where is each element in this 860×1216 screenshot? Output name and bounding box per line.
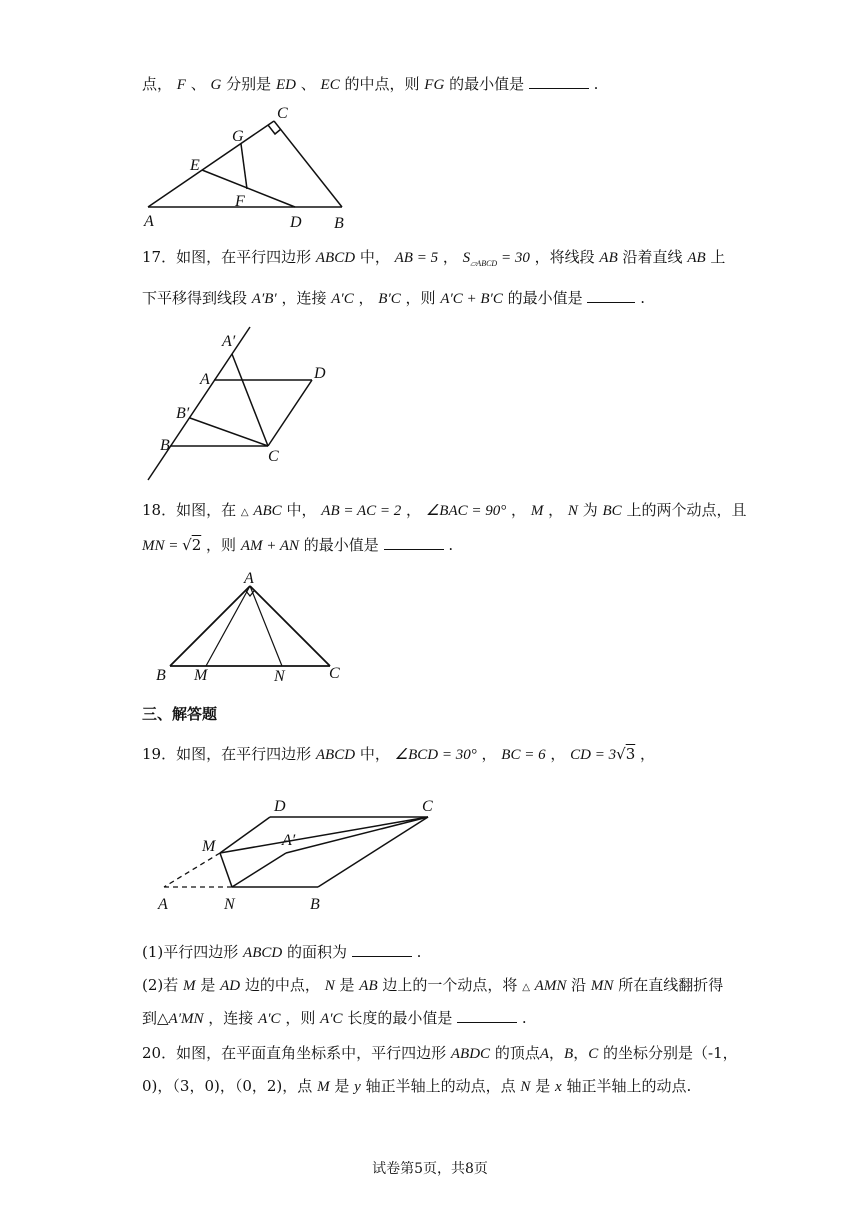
text: 上的两个动点，且 xyxy=(626,501,747,519)
label-Ap: A′ xyxy=(222,333,236,350)
math: AB xyxy=(359,978,378,994)
text: 沿 xyxy=(571,976,587,994)
math: x xyxy=(554,1079,562,1095)
text: 轴正半轴上的动点，点 xyxy=(365,1077,516,1095)
math-S: S xyxy=(462,250,471,266)
text: 20．如图，在平面直角坐标系中，平行四边形 xyxy=(142,1044,447,1062)
text: 沿着直线 xyxy=(622,248,683,266)
math: ABCD xyxy=(315,747,356,763)
text: 18．如图，在 xyxy=(142,501,237,519)
text: 中， xyxy=(286,501,317,519)
section-heading: 三、解答题 xyxy=(142,705,218,723)
math: AD xyxy=(220,978,241,994)
text: . xyxy=(593,75,599,93)
math: A′C xyxy=(320,1011,343,1027)
math-EC: EC xyxy=(320,77,340,93)
triangle-symbol: △ xyxy=(240,507,249,518)
q19-line1 xyxy=(142,744,655,765)
math: CD = 3 xyxy=(570,747,617,763)
math: A xyxy=(539,1046,550,1062)
segment-ED xyxy=(202,170,295,207)
text: ， xyxy=(550,745,566,763)
q19-part1 xyxy=(142,942,421,963)
label-Bp: B′ xyxy=(176,405,190,422)
text: 的中点，则 xyxy=(344,75,420,93)
math: M xyxy=(530,503,544,519)
text: ，连接 xyxy=(281,289,327,307)
text: 的顶点 xyxy=(494,1044,540,1062)
text: 17．如图，在平行四边形 xyxy=(142,248,312,266)
answer-blank[interactable] xyxy=(529,76,589,89)
text: 是 xyxy=(339,976,355,994)
text: 、 xyxy=(300,75,316,93)
segment-GF xyxy=(241,144,247,189)
text: ， xyxy=(573,1044,589,1062)
math: A′B′ xyxy=(251,291,277,307)
math-G: G xyxy=(210,77,222,93)
label-D: D xyxy=(290,214,302,231)
math: AB = 5 xyxy=(394,250,439,266)
q17-line1 xyxy=(142,247,725,274)
text: 边上的一个动点，将 xyxy=(382,976,518,994)
text: . xyxy=(448,536,454,554)
text: 的面积为 xyxy=(286,943,347,961)
math: C xyxy=(588,1046,599,1062)
segment-DC xyxy=(268,380,312,446)
segment-AN xyxy=(250,586,282,666)
label-C: C xyxy=(277,105,288,122)
q18-line1 xyxy=(142,500,746,523)
text: 长度的最小值是 xyxy=(347,1009,453,1027)
text: 是 xyxy=(535,1077,551,1095)
text: 是 xyxy=(334,1077,350,1095)
math: y xyxy=(354,1079,361,1095)
q20-line1 xyxy=(142,1043,738,1064)
segment-MN xyxy=(220,853,232,887)
text: 中， xyxy=(359,745,390,763)
math: N xyxy=(520,1079,531,1095)
label-Ap: A′ xyxy=(282,832,296,849)
text: ， xyxy=(549,1044,565,1062)
label-B: B xyxy=(310,896,320,913)
math: AB xyxy=(599,250,618,266)
math: ∠BCD = 30° xyxy=(394,747,477,763)
label-M: M xyxy=(194,667,208,684)
label-A: A xyxy=(244,570,254,587)
segment-AB xyxy=(170,586,250,666)
label-A: A xyxy=(144,213,154,230)
math: AB xyxy=(687,250,706,266)
text: 上 xyxy=(710,248,726,266)
segment-ApC xyxy=(286,817,428,853)
text: 轴正半轴上的动点. xyxy=(566,1077,692,1095)
segment-NAp xyxy=(232,853,286,887)
math: AM + AN xyxy=(240,538,299,554)
q18-line2 xyxy=(142,535,453,556)
text: (2)若 xyxy=(142,976,179,994)
text: 的最小值是 xyxy=(507,289,583,307)
answer-blank[interactable] xyxy=(384,537,444,550)
text: . xyxy=(521,1009,527,1027)
text: ， xyxy=(511,501,527,519)
math: MN = xyxy=(142,538,183,554)
text: 、 xyxy=(190,75,206,93)
label-B: B xyxy=(156,667,166,684)
text: 下平移得到线段 xyxy=(142,289,248,307)
label-D: D xyxy=(314,365,326,382)
text: ， xyxy=(358,289,374,307)
math-F: F xyxy=(176,77,186,93)
label-M: M xyxy=(202,838,216,855)
text: ，则 xyxy=(405,289,436,307)
text: 为 xyxy=(582,501,598,519)
math: N xyxy=(567,503,578,519)
math: BC = 6 xyxy=(501,747,546,763)
segment-ApC xyxy=(232,354,268,446)
label-C: C xyxy=(329,665,340,682)
math: A′C + B′C xyxy=(440,291,503,307)
math: A′C xyxy=(258,1011,281,1027)
page-footer: 试卷第5页，共8页 xyxy=(372,1161,488,1177)
math: MN xyxy=(590,978,614,994)
text: 0)，（3，0)，（0，2)，点 xyxy=(142,1077,313,1095)
label-N: N xyxy=(224,896,235,913)
text: . xyxy=(416,943,422,961)
text: 点， xyxy=(142,75,173,93)
figure-q18 xyxy=(146,568,356,688)
math: B xyxy=(564,1046,574,1062)
segment-CB xyxy=(318,817,428,887)
text: ， xyxy=(548,501,564,519)
q16-tail-line xyxy=(142,74,598,95)
label-B: B xyxy=(334,215,344,232)
math: AB = AC = 2 xyxy=(321,503,402,519)
segment-CB xyxy=(274,121,342,207)
text: ，将线段 xyxy=(534,248,595,266)
text: ，则 xyxy=(206,536,237,554)
text: 边的中点， xyxy=(244,976,320,994)
answer-blank[interactable] xyxy=(587,290,635,303)
math: ABC xyxy=(253,503,282,519)
math: 2 xyxy=(191,536,202,554)
text: 的最小值是 xyxy=(449,75,525,93)
segment-AM xyxy=(206,586,250,666)
math: AMN xyxy=(534,978,567,994)
math: BC xyxy=(602,503,622,519)
segment-AC xyxy=(250,586,330,666)
math: M xyxy=(317,1079,330,1095)
label-B: B xyxy=(160,437,170,454)
text: ， xyxy=(406,501,422,519)
q20-line2 xyxy=(142,1076,691,1097)
q19-part2-line1 xyxy=(142,975,723,998)
text: 的最小值是 xyxy=(303,536,379,554)
math: ABDC xyxy=(450,1046,491,1062)
math-FG: FG xyxy=(424,77,445,93)
text: 是 xyxy=(200,976,216,994)
figure-q16 xyxy=(140,100,360,235)
text: ， xyxy=(442,248,458,266)
math: ∠BAC = 90° xyxy=(425,503,507,519)
math-sub: ▱ABCD xyxy=(470,259,498,268)
answer-blank[interactable] xyxy=(457,1010,517,1023)
math: A′MN xyxy=(168,1011,204,1027)
label-D: D xyxy=(274,798,286,815)
text: 的坐标分别是（-1， xyxy=(603,1044,738,1062)
q19-part2-line2 xyxy=(142,1008,527,1029)
segment-MA-dashed xyxy=(164,853,220,887)
math: B′C xyxy=(378,291,401,307)
text: 19．如图，在平行四边形 xyxy=(142,745,312,763)
text: ， xyxy=(640,745,656,763)
math: A′C xyxy=(331,291,354,307)
segment-AC xyxy=(148,121,274,207)
text: ，则 xyxy=(285,1009,316,1027)
sqrt-symbol: √ xyxy=(616,745,626,763)
segment-MC xyxy=(220,817,428,853)
figure-q17 xyxy=(140,322,340,484)
math: N xyxy=(324,978,335,994)
figure-q19 xyxy=(150,795,450,915)
math: ABCD xyxy=(315,250,356,266)
q17-line2 xyxy=(142,288,645,309)
text: (1)平行四边形 xyxy=(142,943,239,961)
math: ABCD xyxy=(243,945,283,961)
text: 中， xyxy=(359,248,390,266)
sqrt-symbol: √ xyxy=(182,536,192,554)
segment-DM xyxy=(220,817,270,853)
label-N: N xyxy=(274,668,285,685)
text: ，连接 xyxy=(208,1009,254,1027)
segment-BpC xyxy=(190,418,268,446)
text: 所在直线翻折得 xyxy=(618,976,724,994)
math-ED: ED xyxy=(275,77,296,93)
label-F: F xyxy=(235,193,245,210)
text: ， xyxy=(481,745,497,763)
label-C: C xyxy=(268,448,279,465)
label-A: A xyxy=(200,371,210,388)
label-C: C xyxy=(422,798,433,815)
label-A: A xyxy=(158,896,168,913)
answer-blank[interactable] xyxy=(352,944,412,957)
math: 3 xyxy=(625,745,636,763)
label-E: E xyxy=(190,157,200,174)
math: M xyxy=(183,978,196,994)
triangle-symbol: △ xyxy=(522,982,530,993)
label-G: G xyxy=(232,128,244,145)
text: 分别是 xyxy=(226,75,272,93)
text: . xyxy=(640,289,645,307)
math: = 30 xyxy=(497,250,530,266)
text: 到△ xyxy=(142,1009,169,1027)
